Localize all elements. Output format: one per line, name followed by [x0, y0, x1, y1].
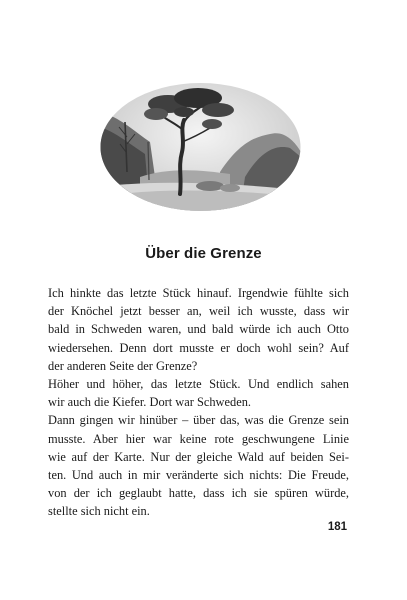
tree-landscape-illustration [100, 82, 301, 212]
text-line: der anderen Seite der Grenze? [48, 358, 198, 373]
text-line: Ich hinkte das letzte Stück hinauf. Irgendwie fühlte sich [48, 286, 349, 300]
text-line: Höher und höher, das letzte Stück. Und endlich sahen [48, 377, 349, 392]
text-line: wie auf der Karte. Nur der gleiche Wald auf beiden Sei- [48, 449, 349, 464]
text-line: wir auch die Kiefer. Dort war Schweden. [48, 395, 251, 410]
chapter-body-text [48, 284, 349, 521]
text-line: musste. Aber hier war keine rote geschwungene Linie [48, 431, 349, 446]
text-line: von der ich geglaubt hatte, dass ich sie spüren würde, [48, 486, 349, 501]
text-line: ten. Und auch in mir veränderte sich nichts: Die Freude, [48, 468, 349, 483]
text-line: wiedersehen. Denn dort musste er doch wohl sein? Auf [48, 340, 349, 355]
chapter-title: Über die Grenze [145, 245, 262, 262]
text-line: stellte sich nicht ein. [48, 504, 150, 519]
page-number: 181 [327, 521, 347, 533]
text-line: der Knöchel jetzt besser an, weil ich wusste, dass wir [48, 304, 349, 319]
text-line: Dann gingen wir hinüber – über das, was die Grenze sein [48, 413, 349, 428]
text-line: bald in Schweden waren, und bald würde ich auch Otto [48, 322, 349, 337]
